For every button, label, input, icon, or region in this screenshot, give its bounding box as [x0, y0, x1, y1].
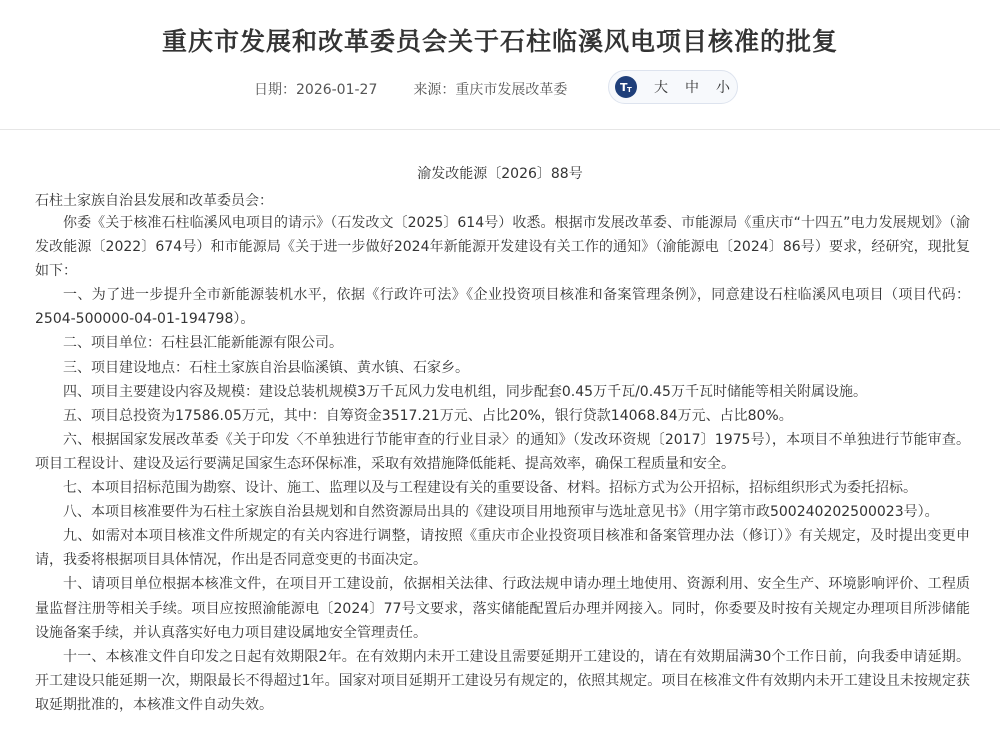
header-divider — [0, 129, 1000, 130]
font-size-switcher — [608, 70, 738, 104]
article-body — [35, 211, 970, 717]
font-size-medium-button[interactable]: 中 — [685, 80, 699, 96]
font-size-small-button[interactable]: 小 — [716, 80, 730, 96]
body-paragraph: 十一、本核准文件自印发之日起有效期限2年。在有效期内未开工建设且需要延期开工建设的，请在有效期届满30个工作日前，向我委申请延期。开工建设只能延期一次，期限最长不得超过1年。国家对项目延期开工建设另有规定的，依照其规定。项目在核准文件有效期内未开工建设且未按规定获取延期批准的，本核准文件自动失效。 — [35, 648, 970, 713]
svg-text:T: T — [627, 86, 632, 94]
article-meta — [254, 78, 567, 100]
body-paragraph: 六、根据国家发展改革委《关于印发〈不单独进行节能审查的行业目录〉的通知》（发改环资规〔2017〕1975号），本项目不单独进行节能审查。项目工程设计、建设及运行要满足国家生态环保标准，采取有效措施降低能耗、提高效率，确保工程质量和安全。 — [35, 431, 970, 472]
body-paragraph: 你委《关于核准石柱临溪风电项目的请示》（石发改文〔2025〕614号）收悉。根据市发展改革委、市能源局《重庆市“十四五”电力发展规划》（渝发改能源〔2022〕674号）和市能源局《关于进一步做好2024年新能源开发建设有关工作的通知》（渝能源电〔2024〕86号）要求，经研究，现批复如下： — [35, 215, 970, 280]
publish-date: 日期：2026-01-27 — [254, 82, 378, 98]
publish-source: 来源：重庆市发展改革委 — [413, 82, 568, 98]
body-paragraph: 一、为了进一步提升全市新能源装机水平，依据《行政许可法》《企业投资项目核准和备案管理条例》，同意建设石柱临溪风电项目（项目代码：2504-500000-04-01-194798）。 — [35, 287, 970, 328]
svg-text:T: T — [620, 81, 628, 94]
body-paragraph: 四、项目主要建设内容及规模：建设总装机规模3万千瓦风力发电机组，同步配套0.45万千瓦/0.45万千瓦时储能等相关附属设施。 — [63, 383, 867, 400]
body-paragraph: 二、项目单位：石柱县汇能新能源有限公司。 — [63, 335, 343, 352]
text-size-icon — [615, 76, 637, 98]
page-title: 重庆市发展和改革委员会关于石柱临溪风电项目核准的批复 — [161, 27, 838, 56]
body-paragraph: 九、如需对本项目核准文件所规定的有关内容进行调整，请按照《重庆市企业投资项目核准和备案管理办法（修订）》有关规定，及时提出变更申请，我委将根据项目具体情况，作出是否同意变更的书面决定。 — [35, 528, 970, 569]
addressee: 石柱土家族自治县发展和改革委员会： — [35, 193, 273, 209]
body-paragraph: 八、本项目核准要件为石柱土家族自治县规划和自然资源局出具的《建设项目用地预审与选址意见书》（用字第市政500240202500023号）。 — [63, 504, 939, 521]
body-paragraph: 三、项目建设地点：石柱土家族自治县临溪镇、黄水镇、石家乡。 — [63, 359, 469, 376]
document-number: 渝发改能源〔2026〕88号 — [417, 166, 583, 182]
body-paragraph: 五、项目总投资为17586.05万元，其中：自筹资金3517.21万元、占比20%，银行贷款14068.84万元、占比80%。 — [63, 407, 793, 424]
body-paragraph: 七、本项目招标范围为勘察、设计、施工、监理以及与工程建设有关的重要设备、材料。招标方式为公开招标，招标组织形式为委托招标。 — [63, 480, 917, 497]
font-size-large-button[interactable]: 大 — [654, 80, 668, 96]
body-paragraph: 十、请项目单位根据本核准文件，在项目开工建设前，依据相关法律、行政法规申请办理土地使用、资源利用、安全生产、环境影响评价、工程质量监督注册等相关手续。项目应按照渝能源电〔2024〕77号文要求，落实储能配置后办理并网接入。同时，你委要及时按有关规定办理项目所涉储能设施备案手续，并认真落实好电力项目建设属地安全管理责任。 — [35, 576, 970, 641]
